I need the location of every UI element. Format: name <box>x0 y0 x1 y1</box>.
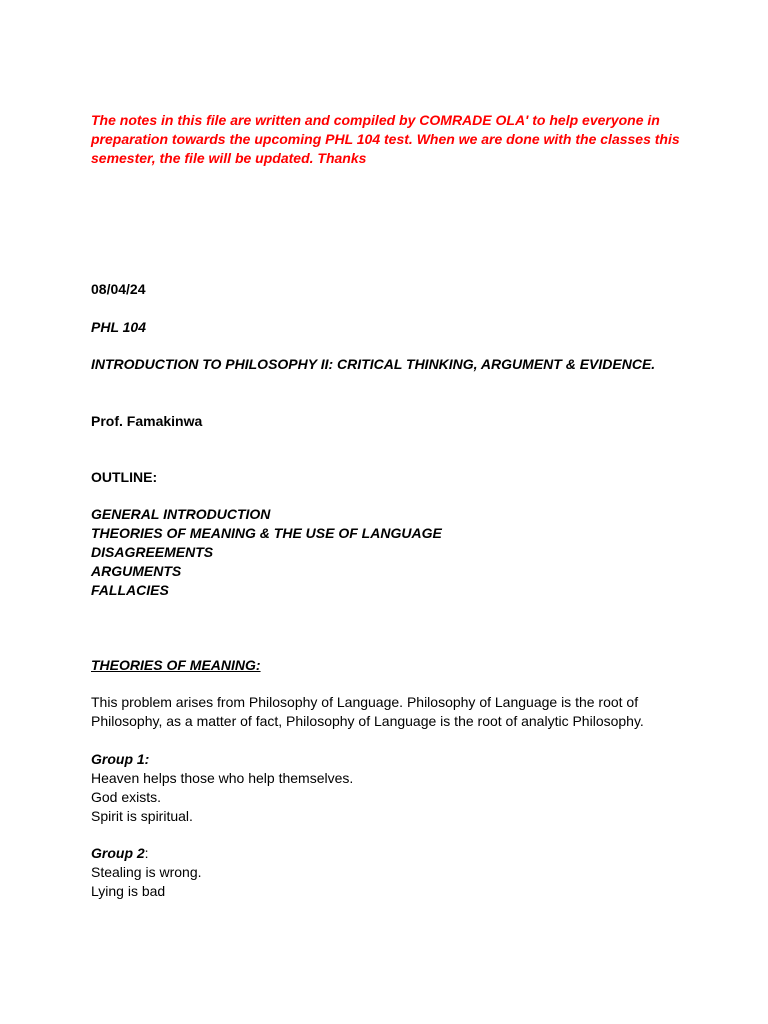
group-sentence: Spirit is spiritual. <box>91 808 193 824</box>
group-label-suffix: : <box>144 845 149 861</box>
group-block <box>91 844 691 901</box>
group-sentence: Lying is bad <box>91 883 166 899</box>
group-sentence: Stealing is wrong. <box>91 864 202 880</box>
group-label: Group 1: <box>91 751 150 767</box>
lecturer-name: Prof. Famakinwa <box>91 413 203 429</box>
outline-heading: OUTLINE: <box>91 469 158 485</box>
outline-item: DISAGREEMENTS <box>91 544 214 560</box>
outline-item: THEORIES OF MEANING & THE USE OF LANGUAGE <box>91 525 442 541</box>
course-code: PHL 104 <box>91 319 146 335</box>
compiler-notice: The notes in this file are written and compiled by COMRADE OLA' to help everyone in preparation towards the upcoming PHL 104 test. When we are done with the classes this semester, the file will be updated. Thanks <box>91 112 680 166</box>
outline-list <box>91 505 691 600</box>
course-title: INTRODUCTION TO PHILOSOPHY II: CRITICAL THINKING, ARGUMENT & EVIDENCE. <box>91 356 656 372</box>
group-sentence: God exists. <box>91 789 162 805</box>
outline-item: ARGUMENTS <box>91 563 182 579</box>
section-intro: This problem arises from Philosophy of Language. Philosophy of Language is the root of Philosophy, as a matter of fact, Philosophy of Language is the root of analytic Philosophy. <box>91 694 644 729</box>
section-heading: THEORIES OF MEANING: <box>91 657 261 673</box>
lecture-date: 08/04/24 <box>91 281 146 297</box>
group-label: Group 2 <box>91 845 145 861</box>
outline-item: FALLACIES <box>91 582 169 598</box>
group-block <box>91 750 691 826</box>
outline-item: GENERAL INTRODUCTION <box>91 506 271 522</box>
group-sentence: Heaven helps those who help themselves. <box>91 770 354 786</box>
